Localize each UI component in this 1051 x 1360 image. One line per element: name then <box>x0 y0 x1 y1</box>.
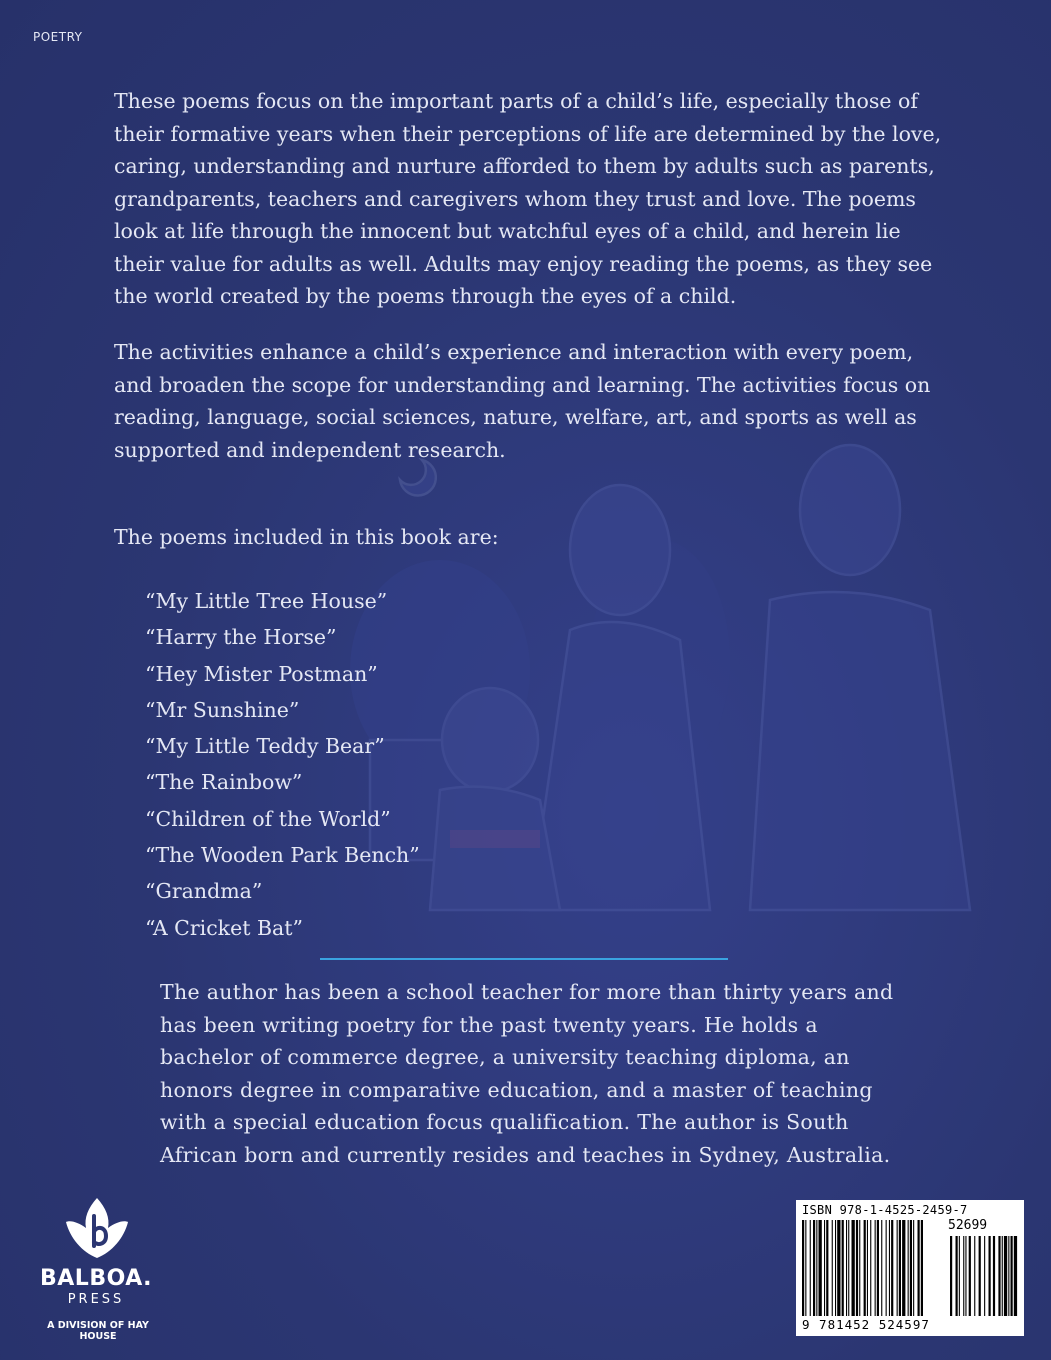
isbn-barcode <box>796 1200 1024 1336</box>
publisher-division: A DIVISION OF HAY HOUSE <box>47 1320 149 1342</box>
category-label: POETRY <box>33 30 83 44</box>
publisher-name: BALBOA. <box>40 1266 152 1291</box>
section-divider <box>320 958 728 960</box>
poem-list <box>145 583 420 946</box>
poem-title: “Grandma” <box>145 879 263 904</box>
poem-title: “My Little Teddy Bear” <box>145 734 385 759</box>
lotus-b-icon <box>66 1196 128 1260</box>
price-addon: 52699 <box>948 1218 988 1233</box>
isbn-number: ISBN 978-1-4525-2459-7 <box>802 1203 968 1217</box>
publisher-sub: PRESS <box>67 1292 125 1307</box>
poem-title: “The Rainbow” <box>145 770 303 795</box>
barcode-bars <box>802 1220 1018 1320</box>
poem-title: “Mr Sunshine” <box>145 697 300 722</box>
ean-number: 9 781452 524597 <box>802 1317 930 1332</box>
family-illustration <box>330 440 990 960</box>
poem-list-intro: The poems included in this book are: <box>114 525 499 549</box>
poem-title: “Hey Mister Postman” <box>145 661 378 686</box>
poem-title: “Harry the Horse” <box>145 625 337 650</box>
author-bio: The author has been a school teacher for more than thirty years and has been writing poetry for the past twenty years. He holds a bachelor of commerce degree, a university teaching diploma, an honors degree in comparative education, and a master of teaching with a special education focus qualification. The author is South African born and currently resides and teaches in Sydney, Australia. <box>160 980 894 1167</box>
description-paragraph-2: The activities enhance a child’s experience and interaction with every poem, and broaden the scope for understanding and learning. The activities focus on reading, language, social sciences, nature, welfare, art, and sports as well as supported and independent research. <box>114 340 931 462</box>
poem-title: “A Cricket Bat” <box>145 915 303 940</box>
description-paragraph-1: These poems focus on the important parts of a child’s life, especially those of their formative years when their perceptions of life are determined by the love, caring, understanding and nurture afforded to them by adults such as parents, grandparents, teachers and caregivers whom they trust and love. The poems look at life through the innocent but watchful eyes of a child, and herein lie their value for adults as well. Adults may enjoy reading the poems, as they see the world created by the poems through the eyes of a child. <box>114 89 942 308</box>
publisher-logo <box>28 1196 168 1342</box>
poem-title: “The Wooden Park Bench” <box>145 843 420 868</box>
poem-title: “My Little Tree House” <box>145 589 388 613</box>
poem-title: “Children of the World” <box>145 806 391 831</box>
